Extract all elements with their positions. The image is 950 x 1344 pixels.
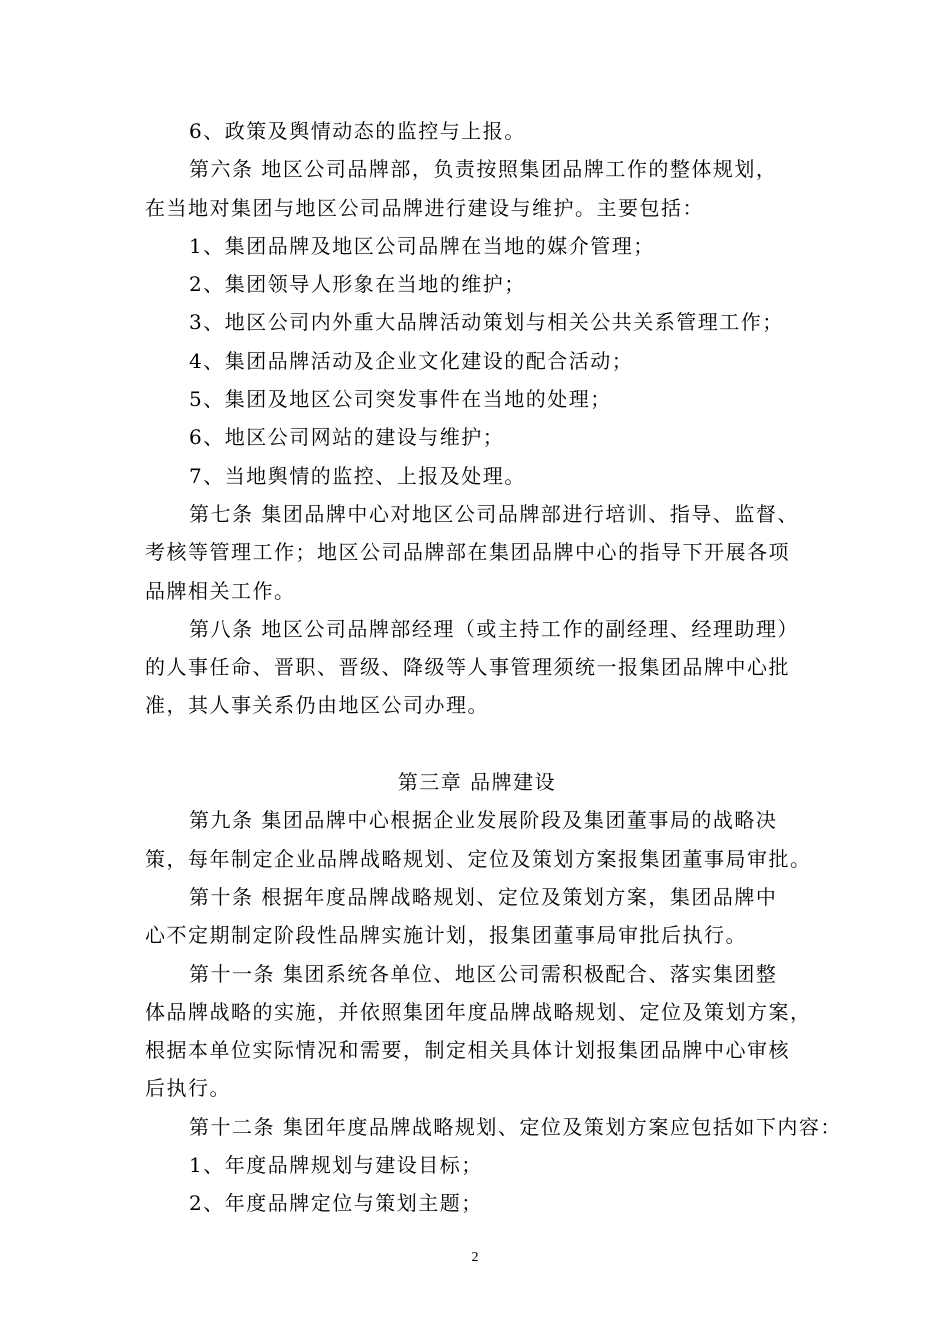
text-line: 7、当地舆情的监控、上报及处理。 (189, 463, 526, 488)
text-line: 策，每年制定企业品牌战略规划、定位及策划方案报集团董事局审批。 (145, 846, 812, 871)
text-line: 的人事任命、晋职、晋级、降级等人事管理须统一报集团品牌中心批 (145, 655, 790, 680)
text-line: 3、地区公司内外重大品牌活动策划与相关公共关系管理工作； (189, 310, 784, 335)
text-line: 第八条 地区公司品牌部经理（或主持工作的副经理、经理助理） (189, 616, 799, 641)
text-line: 第十条 根据年度品牌战略规划、定位及策划方案，集团品牌中 (189, 884, 778, 909)
page-number: 2 (471, 1250, 479, 1265)
text-line: 第六条 地区公司品牌部，负责按照集团品牌工作的整体规划， (189, 157, 778, 182)
text-line: 6、政策及舆情动态的监控与上报。 (189, 119, 526, 143)
text-line: 在当地对集团与地区公司品牌进行建设与维护。主要包括： (145, 195, 704, 220)
text-line: 准，其人事关系仍由地区公司办理。 (145, 693, 489, 718)
text-line: 4、集团品牌活动及企业文化建设的配合活动； (189, 348, 634, 373)
text-line: 1、集团品牌及地区公司品牌在当地的媒介管理； (189, 233, 655, 258)
text-line: 第十二条 集团年度品牌战略规划、定位及策划方案应包括如下内容： (189, 1114, 842, 1139)
text-line: 品牌相关工作。 (145, 578, 296, 603)
text-line: 6、地区公司网站的建设与维护； (189, 425, 505, 450)
text-line: 第九条 集团品牌中心根据企业发展阶段及集团董事局的战略决 (189, 808, 778, 833)
text-line: 2、年度品牌定位与策划主题； (189, 1191, 483, 1216)
text-line: 考核等管理工作；地区公司品牌部在集团品牌中心的指导下开展各项 (145, 540, 790, 565)
chapter-heading: 第三章 品牌建设 (397, 770, 557, 795)
text-line: 2、集团领导人形象在当地的维护； (189, 272, 526, 297)
text-line: 心不定期制定阶段性品牌实施计划，报集团董事局审批后执行。 (145, 923, 747, 948)
text-line: 5、集团及地区公司突发事件在当地的处理； (189, 387, 612, 412)
blank-line (145, 725, 809, 763)
document-body (145, 112, 842, 1223)
text-line: 体品牌战略的实施，并依照集团年度品牌战略规划、定位及策划方案， (145, 999, 812, 1024)
text-line: 根据本单位实际情况和需要，制定相关具体计划报集团品牌中心审核 (145, 1038, 790, 1063)
text-line: 第十一条 集团系统各单位、地区公司需积极配合、落实集团整 (189, 961, 778, 986)
text-line: 1、年度品牌规划与建设目标； (189, 1153, 483, 1178)
text-line: 后执行。 (145, 1076, 231, 1101)
text-line: 第七条 集团品牌中心对地区公司品牌部进行培训、指导、监督、 (189, 501, 799, 526)
